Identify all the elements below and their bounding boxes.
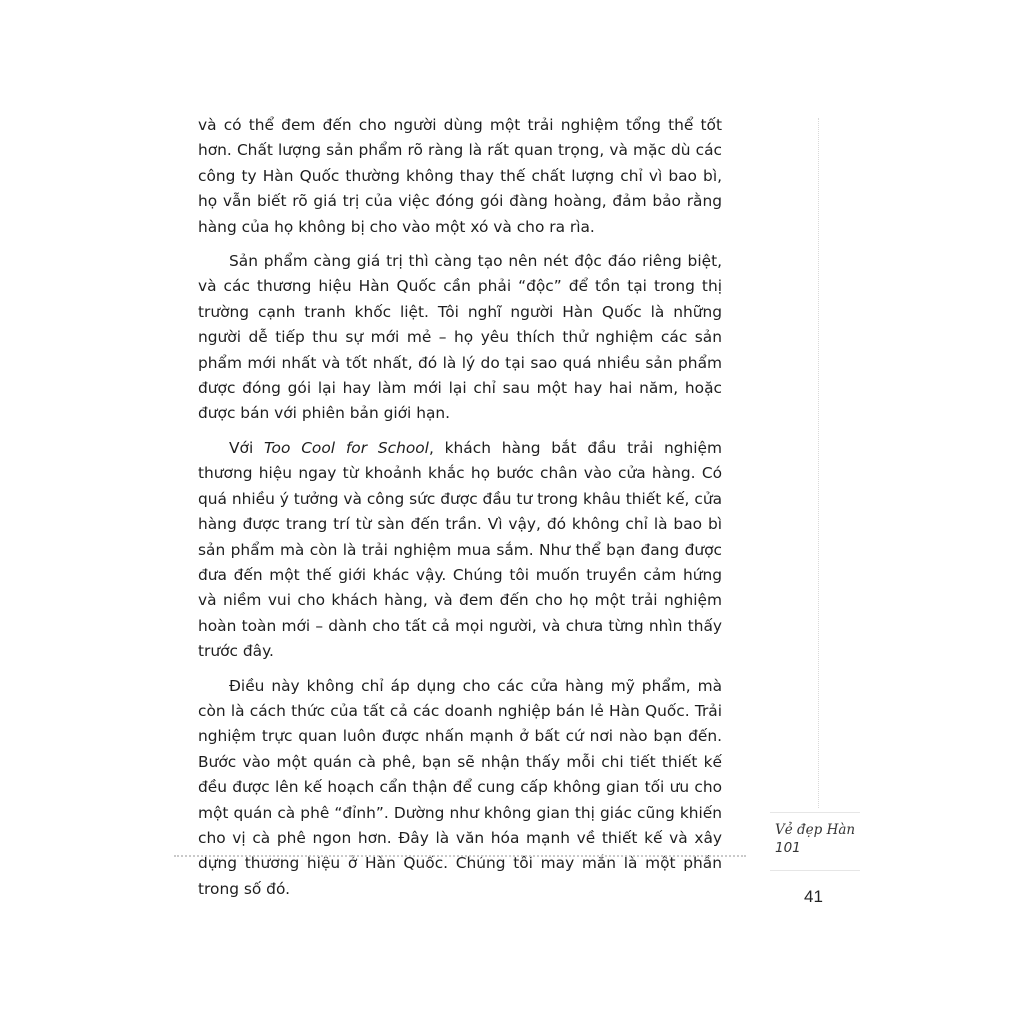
body-text	[198, 113, 722, 911]
brand-name-italic: Too Cool for School	[264, 438, 429, 457]
paragraph-3-suffix: , khách hàng bắt đầu trải nghiệm thương hiệu ngay từ khoảnh khắc họ bước chân vào cửa hàng. Có quá nhiều ý tưởng và công sức được đầu tư trong khâu thiết kế, cửa hàng được trang trí từ sàn đến trần. Vì vậy, đó không chỉ là bao bì sản phẩm mà còn là trải nghiệm mua sắm. Như thể bạn đang được đưa đến một thế giới khác vậy. Chúng tôi muốn truyền cảm hứng và niềm vui cho khách hàng, và đem đến cho họ một trải nghiệm hoàn toàn mới – dành cho tất cả mọi người, và chưa từng nhìn thấy trước đây.	[198, 438, 723, 661]
paragraph-1: và có thể đem đến cho người dùng một trải nghiệm tổng thể tốt hơn. Chất lượng sản phẩm rõ ràng là rất quan trọng, và mặc dù các công ty Hàn Quốc thường không thay thế chất lượng chỉ vì bao bì, họ vẫn biết rõ giá trị của việc đóng gói đàng hoàng, đảm bảo rằng hàng của họ không bị cho vào một xó và cho ra rìa.	[198, 116, 722, 236]
running-header-title: Vẻ đẹp Hàn	[775, 822, 856, 838]
running-header-number: 101	[775, 840, 801, 856]
margin-dotted-rule	[818, 118, 819, 808]
page-number: 41	[804, 887, 823, 906]
paragraph-4: Điều này không chỉ áp dụng cho các cửa hàng mỹ phẩm, mà còn là cách thức của tất cả các doanh nghiệp bán lẻ Hàn Quốc. Trải nghiệm trực quan luôn được nhấn mạnh ở bất cứ nơi nào bạn đến. Bước vào một quán cà phê, bạn sẽ nhận thấy mỗi chi tiết thiết kế đều được lên kế hoạch cẩn thận để cung cấp không gian tối ưu cho một quán cà phê “đỉnh”. Dường như không gian thị giác cũng khiến cho vị cà phê ngon hơn. Đây là văn hóa mạnh về thiết kế và xây dựng thương hiệu ở Hàn Quốc. Chúng tôi may mắn là một phần trong số đó.	[198, 676, 722, 898]
running-header-bottom-rule	[770, 870, 860, 871]
paragraph-3-prefix: Với	[229, 438, 265, 457]
paragraph-2: Sản phẩm càng giá trị thì càng tạo nên nét độc đáo riêng biệt, và các thương hiệu Hàn Quốc cần phải “độc” để tồn tại trong thị trường cạnh tranh khốc liệt. Tôi nghĩ người Hàn Quốc là những người dễ tiếp thu sự mới mẻ – họ yêu thích thử nghiệm các sản phẩm mới nhất và tốt nhất, đó là lý do tại sao quá nhiều sản phẩm được đóng gói lại hay làm mới lại chỉ sau một hay hai năm, hoặc được bán với phiên bản giới hạn.	[198, 252, 722, 423]
running-header-top-rule	[770, 812, 860, 813]
footer-dotted-rule	[174, 855, 746, 857]
paragraph-3	[198, 436, 722, 665]
